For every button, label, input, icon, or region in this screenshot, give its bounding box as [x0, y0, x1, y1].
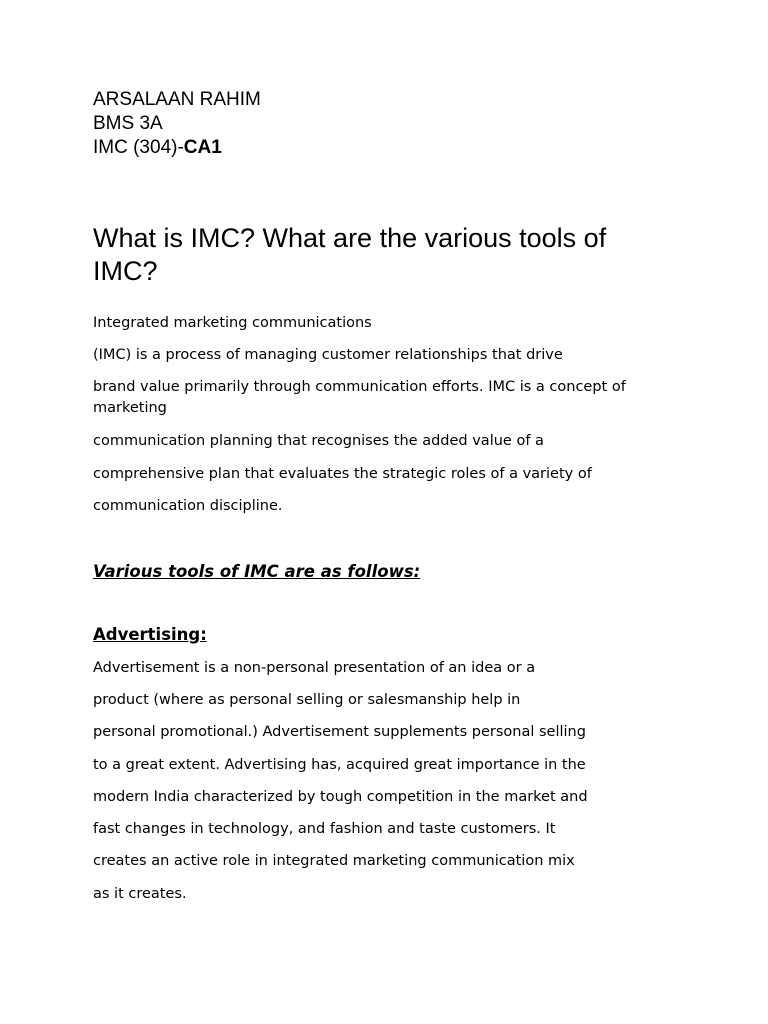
tools-heading: Various tools of IMC are as follows:: [93, 562, 421, 581]
course-label: [93, 136, 261, 160]
course-suffix: CA1: [183, 137, 222, 158]
intro-line: brand value primarily through communication efforts. IMC is a concept of marketing: [93, 379, 626, 416]
advertising-line: product (where as personal selling or salesmanship help in: [93, 692, 521, 708]
advertising-heading: Advertising:: [93, 625, 207, 644]
intro-line: communication planning that recognises the added value of a: [93, 433, 544, 449]
intro-line: communication discipline.: [93, 498, 283, 514]
intro-line: (IMC) is a process of managing customer relationships that drive: [93, 347, 563, 363]
advertising-line: fast changes in technology, and fashion and taste customers. It: [93, 821, 556, 837]
author-header: [93, 88, 261, 160]
question-title: What is IMC? What are the various tools of IMC?: [93, 223, 607, 286]
advertising-line: as it creates.: [93, 886, 187, 902]
author-name: ARSALAAN RAHIM: [93, 89, 261, 110]
course-prefix: IMC (304)-: [93, 137, 184, 158]
intro-line: Integrated marketing communications: [93, 315, 372, 331]
class-label: BMS 3A: [93, 113, 163, 134]
advertising-line: creates an active role in integrated marketing communication mix: [93, 853, 575, 869]
advertising-line: Advertisement is a non-personal presentation of an idea or a: [93, 660, 536, 676]
advertising-line: to a great extent. Advertising has, acquired great importance in the: [93, 757, 586, 773]
advertising-line: personal promotional.) Advertisement supplements personal selling: [93, 724, 586, 740]
advertising-line: modern India characterized by tough competition in the market and: [93, 789, 588, 805]
intro-line: comprehensive plan that evaluates the strategic roles of a variety of: [93, 466, 592, 482]
